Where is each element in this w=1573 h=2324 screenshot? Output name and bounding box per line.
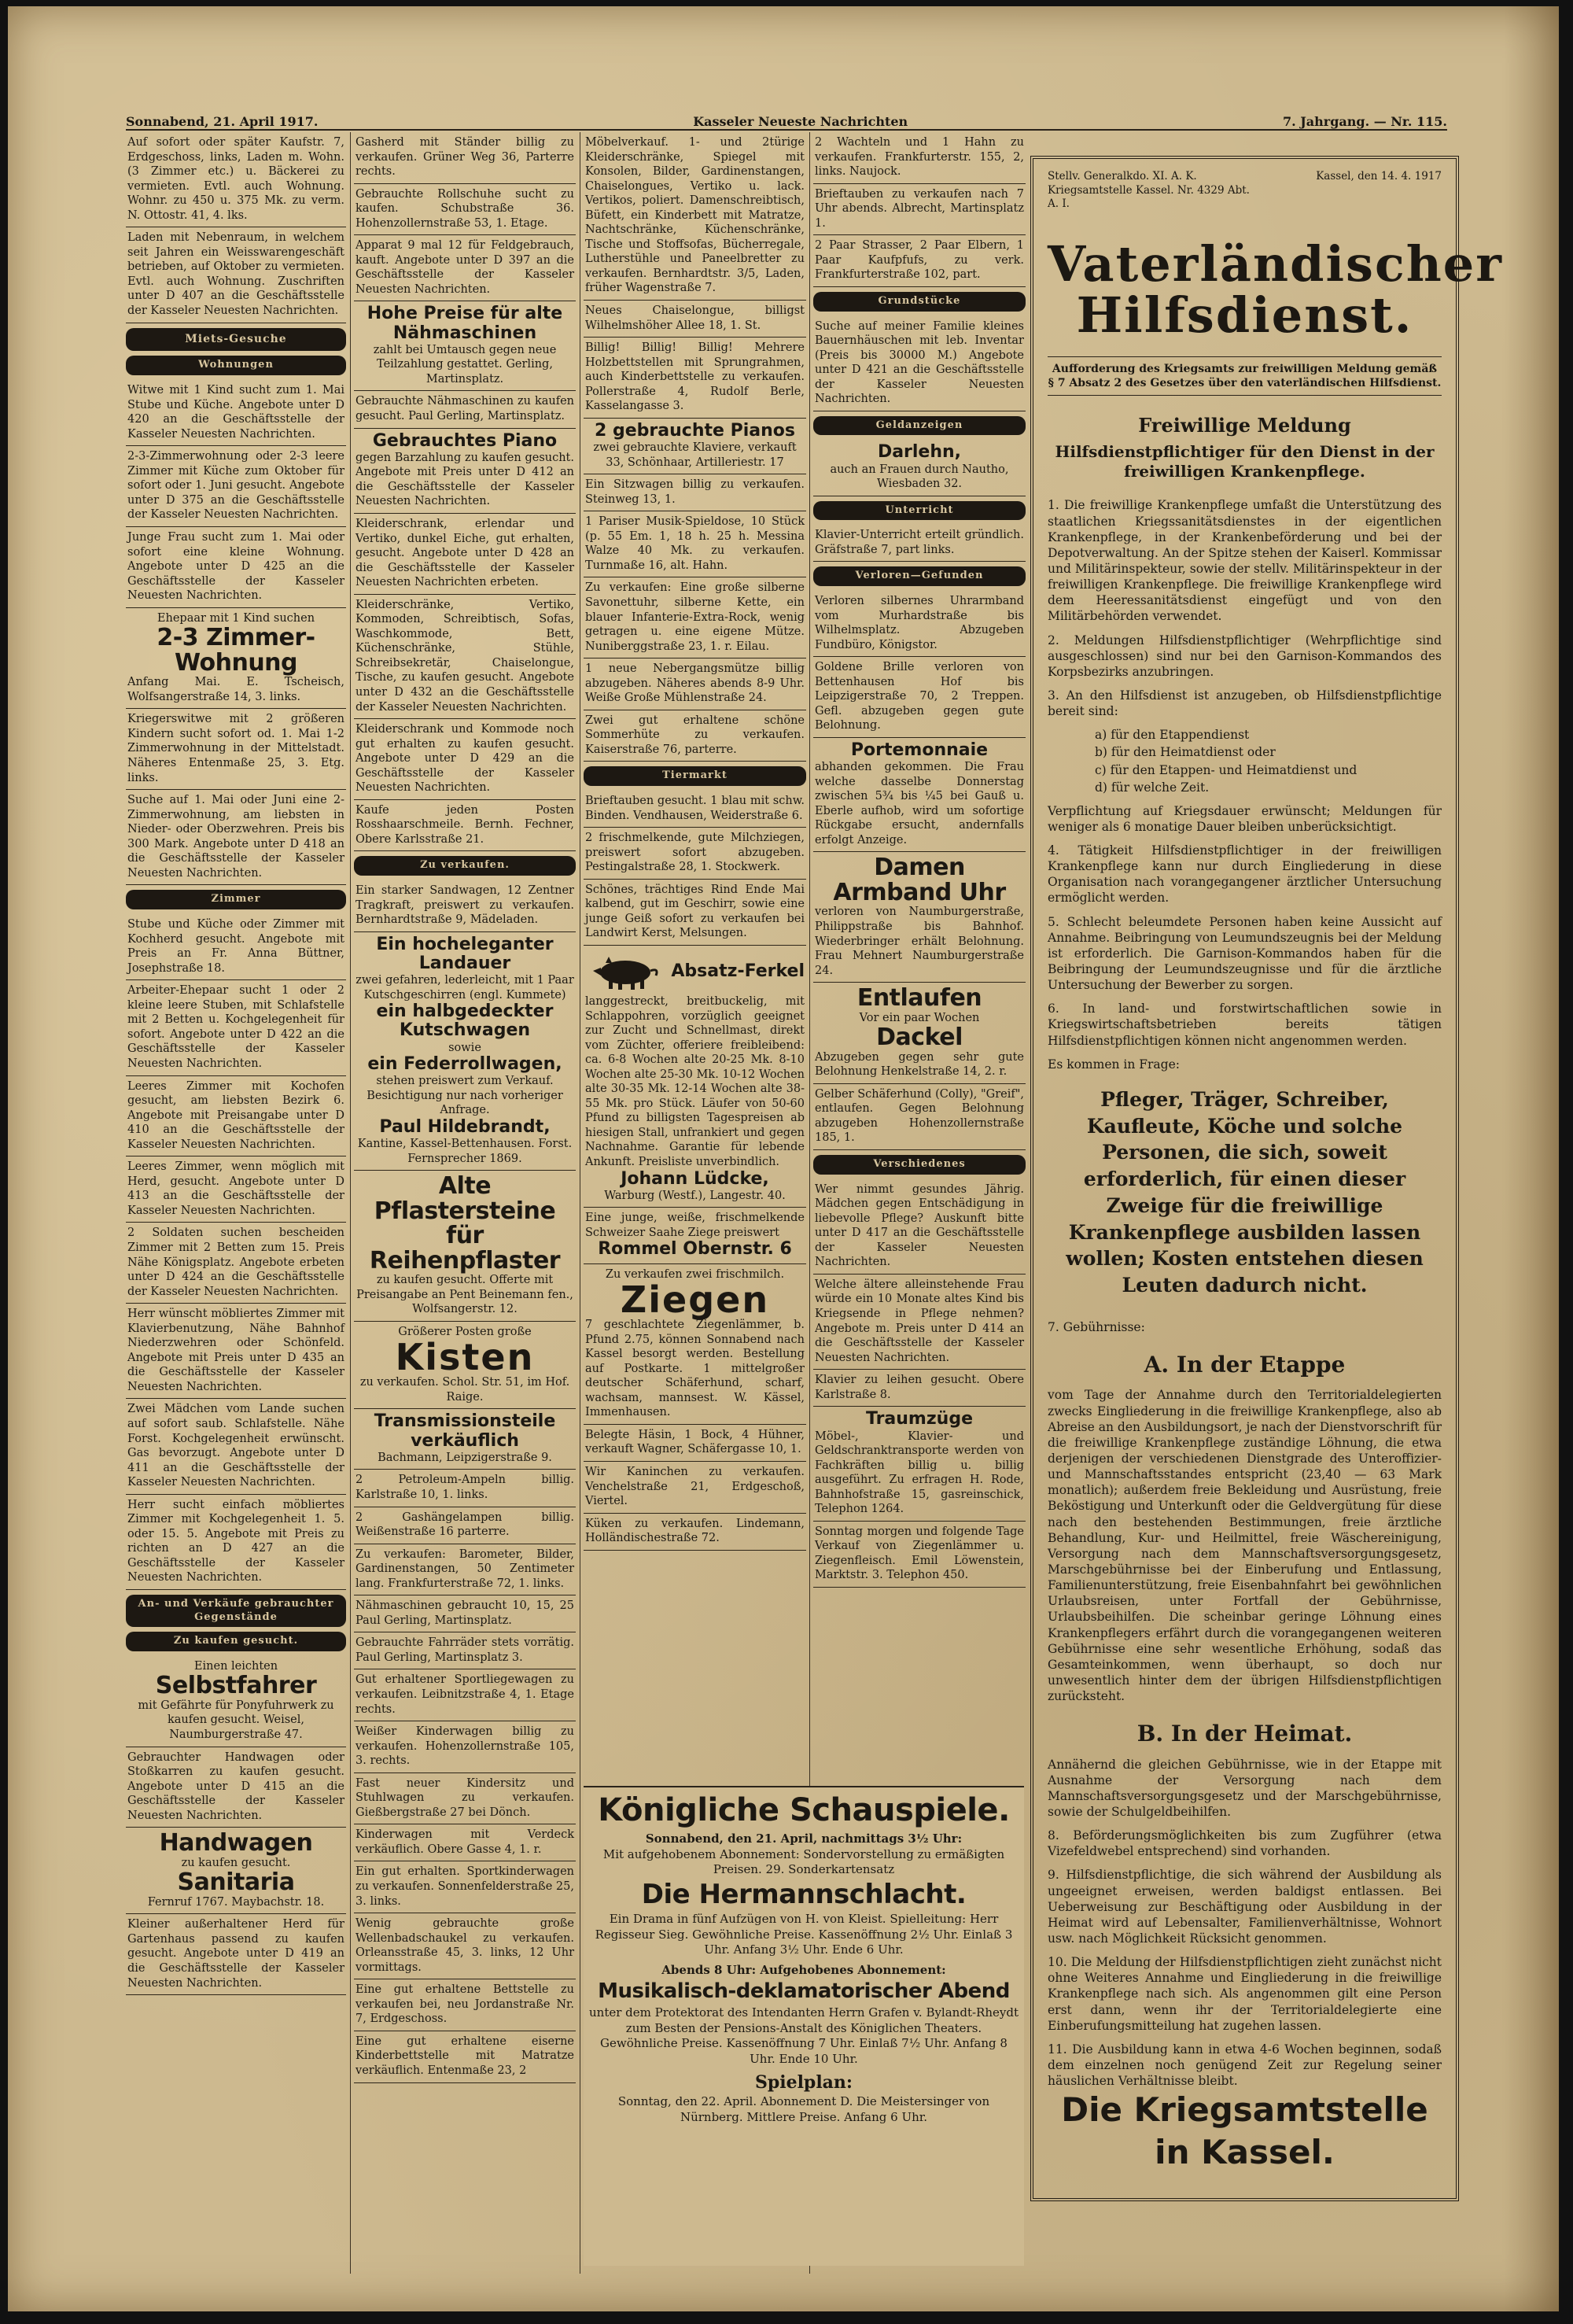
announcement-item: 10. Die Meldung der Hilfsdienstpflichtigen zieht zunächst nicht ohne Weiteres Annahme und Eingliederung in die freiwillige Krankenpflege nach sich. Als angenommen gilt eine Person erst dann, wenn ihr der Territorialdelegierte eine Einberufungsmitteilung hat zugehen lassen.	[1048, 1955, 1442, 2033]
classified-ad: Kaufe jeden Posten Rosshaarschmeile. Bernh. Fechner, Obere Karlsstraße 21.	[354, 800, 576, 852]
classified-ad: Darlehn, auch an Frauen durch Nautho, Wiesbaden 32.	[813, 440, 1026, 496]
classified-ad: Nähmaschinen gebraucht 10, 15, 25 Paul Gerling, Martinsplatz.	[354, 1595, 576, 1632]
classified-ad: Entlaufen Vor ein paar Wochen Dackel Abzugeben gegen sehr gute Belohnung Henkelstraße 14, 2. r.	[813, 983, 1026, 1084]
theater-line: Sonntag, den 22. April. Abonnement D. Die Meistersinger von Nürnberg. Mittlere Preise. Anfang 6 Uhr.	[617, 2094, 990, 2124]
ad-headline: 2-3 Zimmer-Wohnung	[157, 624, 315, 677]
section-header-unterricht: Unterricht	[813, 501, 1026, 521]
classified-ad: Gebrauchter Handwagen oder Stoßkarren zu kaufen gesucht. Angebote unter D 415 an die Geschäftsstelle der Kasseler Neuesten Nachrichten.	[126, 1747, 346, 1828]
announcement-subitem: a) für den Etappendienst	[1095, 728, 1250, 743]
ad-headline: Selbstfahrer	[155, 1672, 317, 1700]
classified-ad: Kinderwagen mit Verdeck verkäuflich. Obere Gasse 4, 1. r.	[354, 1824, 576, 1861]
classified-ad: Küken zu verkaufen. Lindemann, Holländischestraße 72.	[584, 1514, 806, 1551]
announcement-list	[1048, 497, 1442, 1072]
classified-ad: Klavier zu leihen gesucht. Obere Karlstraße 8.	[813, 1370, 1026, 1407]
classified-ad: 2-3-Zimmerwohnung oder 2-3 leere Zimmer mit Küche zum Oktober für sofort oder 1. Juni gesucht. Angebote unter D 375 an die Geschäftsstelle der Kasseler Neuesten Nachrichten.	[126, 446, 346, 527]
classified-ad: Eine gut erhaltene eiserne Kinderbettstelle mit Matratze verkäuflich. Entenmaße 23, 2	[354, 2031, 576, 2083]
announcement-item: Es kommen in Frage:	[1048, 1057, 1180, 1072]
classified-ad: Herr wünscht möbliertes Zimmer mit Klavierbenutzung, Nähe Bahnhof Niederzwehren oder Schönfeld. Angebote mit Preis unter D 435 an die Geschäftsstelle der Kasseler Neuesten Nachrichten.	[126, 1304, 346, 1399]
section-header-geldanzeigen: Geldanzeigen	[813, 416, 1026, 436]
section-header-zimmer: Zimmer	[126, 890, 346, 909]
announcement-subitem: b) für den Heimatdienst oder	[1095, 745, 1276, 760]
classified-ad: Ehepaar mit 1 Kind suchen 2-3 Zimmer-Wohnung Anfang Mai. E. Tscheisch, Wolfsangerstraße 14, 3. links.	[126, 608, 346, 710]
classified-ad: Stube und Küche oder Zimmer mit Kochherd gesucht. Angebote mit Preis an Fr. Anna Büttner, Josephstraße 18.	[126, 914, 346, 980]
announcement-heading-b: B. In der Heimat.	[1136, 1721, 1353, 1747]
classified-ad: Goldene Brille verloren von Bettenhausen Hof bis Leipzigerstraße 70, 2 Treppen. Gefl. abzugeben gegen gute Belohnung.	[813, 657, 1026, 738]
announcement-list-2	[1048, 1828, 1442, 2089]
classified-ad: Belegte Häsin, 1 Bock, 4 Hühner, verkauft Wagner, Schäfergasse 10, 1.	[584, 1425, 806, 1462]
classified-ad: Laden mit Nebenraum, in welchem seit Jahren ein Weisswarengeschäft betrieben, auf Oktober zu vermieten. Evtl. auch Wohnung. Zuschriften unter D 407 an die Geschäftsstelle der Kasseler Neuesten Nachrichten.	[126, 227, 346, 323]
announcement-text-a: vom Tage der Annahme durch den Territorialdelegierten zwecks Eingliederung in die freiwillige Krankenpflege, also ab Abreise an den Ausbildungsort, je nach der Dienstvorschrift für die freiwillige Krankenpflege zuständige Löhnung, die etwa derjenigen der verschiedenen Dienstgrade des Unteroffizier- und Mannschaftsstandes entspricht (23,40 — 63 Mark monatlich); außerdem freie Bekleidung und Ausrüstung, freie Beköstigung und Unterkunft oder die Geldvergütung für diese nach den bestehenden Bestimmungen, freie ärztliche Behandlung, Kur- und Heilmittel, freie Wäschereinigung, Versorgung nach dem Mannschaftsversorgungsgesetz, Marschgebührnisse bei der Einberufung und Entlassung, Familienunterstützung, freie Eisenbahnfahrt bei gewöhnlichen Urlaubsreisen, unter Fortfall der Gebührnisse, Urlaubsbeihilfen. Die scheinbar geringe Löhnung eines Krankenpflegers erfährt durch die vorangegangenen weiteren Gebührnisse eine sehr wesentliche Erhöhung, sodaß das Gesamteinkommen, wenn überhaupt, so doch nur unwesentlich hinter dem der übrigen Hilfsdienstpflichtigen zurücksteht.	[1048, 1388, 1442, 1704]
page-fold-shadow	[1504, 6, 1559, 2311]
announcement-text-b: Annähernd die gleichen Gebührnisse, wie in der Etappe mit Ausnahme der Versorgung nach dem Mannschaftsversorgungsgesetz und der Marschgebührnisse, sowie der Schulgeldbeihilfen.	[1048, 1757, 1442, 1820]
theater-title: Königliche Schauspiele.	[598, 1792, 1010, 1828]
theater-play: Die Hermannschlacht.	[641, 1878, 967, 1910]
classified-ad: Gut erhaltener Sportliegewagen zu verkaufen. Leibnitzstraße 4, 1. Etage rechts.	[354, 1669, 576, 1721]
classified-ad: Wer nimmt gesundes Jährig. Mädchen gegen Entschädigung in liebevolle Pflege? Auskunft bitte unter D 417 an die Geschäftsstelle der Kasseler Neuesten Nachrichten.	[813, 1179, 1026, 1275]
classified-ad: Weißer Kinderwagen billig zu verkaufen. Hohenzollernstraße 105, 3. rechts.	[354, 1721, 576, 1773]
classified-ad: Klavier-Unterricht erteilt gründlich. Gräfstraße 7, part links.	[813, 525, 1026, 562]
classified-ad: Gebrauchte Fahrräder stets vorrätig. Paul Gerling, Martinsplatz 3.	[354, 1632, 576, 1669]
classified-ad: 2 Wachteln und 1 Hahn zu verkaufen. Frankfurterstr. 155, 2, links. Naujock.	[813, 132, 1026, 184]
announcement-item: 7. Gebührnisse:	[1048, 1319, 1145, 1334]
section-header-zu-verkaufen: Zu verkaufen.	[354, 856, 576, 876]
classified-ad: Apparat 9 mal 12 für Feldgebrauch, kauft. Angebote unter D 397 an die Geschäftsstelle der Kasseler Neuesten Nachrichten.	[354, 235, 576, 301]
theater-evening: Abends 8 Uhr: Aufgehobenes Abonnement:	[661, 1962, 946, 1977]
classified-ad: Eine gut erhaltene Bettstelle zu verkaufen bei, neu Jordanstraße Nr. 7, Erdgeschoss.	[354, 1979, 576, 2031]
ad-firm: Johann Lüdcke,	[621, 1168, 769, 1189]
classified-ad: Wenig gebrauchte große Wellenbadschaukel zu verkaufen. Orleansstraße 45, 3. links, 12 Uhr vormittags.	[354, 1913, 576, 1979]
announcement-item: 9. Hilfsdienstpflichtige, die sich während der Ausbildung als ungeeignet erweisen, werden baldigst entlassen. Bei Ueberweisung zur Beschäftigung oder Ausbildung in der Heimat wird auf Lebensalter, Familienverhältnisse, Wohnort usw. nach Möglichkeit Rücksicht genommen.	[1048, 1868, 1442, 1946]
ad-headline: Ein hocheleganter Landauer	[376, 934, 554, 973]
theater-play2: Musikalisch-deklamatorischer Abend	[598, 1979, 1010, 2004]
ad-headline: Darlehn,	[877, 442, 962, 463]
section-header-tiermarkt: Tiermarkt	[584, 766, 806, 786]
classified-ad: Gasherd mit Ständer billig zu verkaufen. Grüner Weg 36, Parterre rechts.	[354, 132, 576, 184]
classified-ad: Gebrauchte Nähmaschinen zu kaufen gesucht. Paul Gerling, Martinsplatz.	[354, 391, 576, 428]
section-header-zu-kaufen: Zu kaufen gesucht.	[126, 1632, 346, 1651]
announcement-subitem: c) für den Etappen- und Heimatdienst und	[1095, 762, 1357, 777]
classified-ad: Transmissionsteile verkäuflich Bachmann, Leipzigerstraße 9.	[354, 1409, 576, 1470]
announcement-footer: Die Kriegsamtstelle in Kassel.	[1061, 2090, 1428, 2172]
classified-ad: 2 gebrauchte Pianos zwei gebrauchte Klaviere, verkauft 33, Schönhaar, Artilleriestr. 17	[584, 419, 806, 474]
classified-ad: Wir Kaninchen zu verkaufen. Venchelstraße 21, Erdgeschoß, Viertel.	[584, 1462, 806, 1514]
classified-ad: Auf sofort oder später Kaufstr. 7, Erdgeschoss, links, Laden m. Wohn. (3 Zimmer etc.) u. Bäckerei zu vermieten. Evtl. auch Wohnung. Wohnr. zu 450 u. 375 Mk. zu verm. N. Ottostr. 41, 4. lks.	[126, 132, 346, 227]
classified-ad: Portemonnaie abhanden gekommen. Die Frau welche dasselbe Donnerstag zwischen 5¾ bis ¼5 bei Gauß u. Eberle aufhob, wird um sofortige Rückgabe ersucht, andernfalls erfolgt Anzeige.	[813, 738, 1026, 852]
classified-ad: 2 Paar Strasser, 2 Paar Elbern, 1 Paar Kaufpfufs, zu verk. Frankfurterstraße 102, part.	[813, 235, 1026, 287]
ad-headline: Transmissionsteile verkäuflich	[374, 1411, 556, 1451]
classified-ad: 1 Pariser Musik-Spieldose, 10 Stück (p. 55 Em. 1, 18 h. 25 h. Messina Walze 40 Mk. zu verkaufen. Turnmaße 16, alt. Hahn.	[584, 511, 806, 577]
ad-headline: ein Federrollwagen,	[367, 1054, 562, 1075]
ad-headline: Gebrauchtes Piano	[372, 430, 558, 451]
classified-ad: Gebrauchte Rollschuhe sucht zu kaufen. Schubstraße 36. Hohenzollernstraße 53, 1. Etage.	[354, 184, 576, 236]
announcement-item: Verpflichtung auf Kriegsdauer erwünscht; Meldungen für weniger als 6 monatige Dauer bleiben unberücksichtigt.	[1048, 803, 1442, 834]
theater-line: unter dem Protektorat des Intendanten Herrn Grafen v. Bylandt-Rheydt zum Besten der Pensions-Anstalt des Königlichen Theaters. Gewöhnliche Preise. Kassenöffnung 7 Uhr. Einlaß 7½ Uhr. Anfang 8 Uhr. Ende 10 Uhr.	[589, 2005, 1019, 2066]
classified-ad: Damen Armband Uhr verloren von Naumburgerstraße, Philippstraße bis Bahnhof. Wiederbringer erhält Belohnung. Frau Mehnert Naumburgerstraße 24.	[813, 852, 1026, 983]
classified-ad: Witwe mit 1 Kind sucht zum 1. Mai Stube und Küche. Angebote unter D 420 an die Geschäftsstelle der Kasseler Neuesten Nachrichten.	[126, 380, 346, 446]
section-header-mietsgesuche: Miets-Gesuche	[126, 328, 346, 352]
classified-ad: Leeres Zimmer, wenn möglich mit Herd, gesucht. Angebote unter D 413 an die Geschäftsstelle der Kasseler Neuesten Nachrichten.	[126, 1156, 346, 1223]
ad-headline: Dackel	[876, 1024, 963, 1052]
classified-ad: Neues Chaiselongue, billigst Wilhelmshöher Allee 18, 1. St.	[584, 301, 806, 338]
classified-ad: Zu verkaufen: Eine große silberne Savonettuhr, silberne Kette, ein blauer Infanterie-Extra-Rock, wenig getragen u. eine eigene Mütze. Nuniberggstraße 23, 1. r. Eilau.	[584, 577, 806, 658]
classified-ad: Ein Sitzwagen billig zu verkaufen. Steinweg 13, 1.	[584, 474, 806, 511]
classified-ad: Ein gut erhalten. Sportkinderwagen zu verkaufen. Sonnenfelderstraße 25, 3. links.	[354, 1861, 576, 1913]
hilfsdienst-announcement	[1030, 156, 1503, 2201]
ad-firm: Paul Hildebrandt,	[379, 1116, 551, 1137]
classified-ad: Brieftauben gesucht. 1 blau mit schw. Binden. Vendhausen, Weiderstraße 6.	[584, 791, 806, 828]
classified-ad: Alte Pflastersteine für Reihenpflaster zu kaufen gesucht. Offerte mit Preisangabe an Pent Beinemann fen., Wolfsangerstr. 12.	[354, 1171, 576, 1322]
announcement-subtitle: Freiwillige Meldung	[1138, 414, 1351, 437]
announcement-date: Kassel, den 14. 4. 1917	[1316, 170, 1442, 183]
classified-ad: Suche auf meiner Familie kleines Bauernhäuschen mit leb. Inventar (Preis bis 30000 M.) Angebote unter D 421 an die Geschäftsstelle der Kasseler Neuesten Nachrichten.	[813, 316, 1026, 411]
section-header-wohnungen: Wohnungen	[126, 356, 346, 375]
classified-ad: Kleiderschränke, Vertiko, Kommoden, Schreibtisch, Sofas, Waschkommode, Bett, Küchenschränke, Stühle, Schreibsekretär, Chaiselongue, Tische, zu kaufen gesucht. Angebote unter D 432 an die Geschäftsstelle der Kasseler Neuesten Nachrichten.	[354, 595, 576, 719]
ad-headline: Alte Pflastersteine für Reihenpflaster	[369, 1172, 561, 1275]
announcement-item: 2. Meldungen Hilfsdienstpflichtiger (Wehrpflichtige sind ausgeschlossen) sind nur bei den Garnison-Kommandos des Korpsbezirks anzubringen.	[1048, 633, 1442, 679]
announcement-item: 1. Die freiwillige Krankenpflege umfaßt die Unterstützung des staatlichen Kriegssanitätsdienstes in der eigentlichen Krankenpflege, in der Krankenbeförderung und bei der Depotverwaltung. An der Spitze stehen der Kaiserl. Kommissar und Militärinspekteur, sowie der stellv. Militärinspekteur in der freiwilligen Krankenpflege. Die freiwillige Krankenpflege wird dem Heeressanitätsdienst eingefügt und von den Militärbehörden verwendet.	[1048, 498, 1442, 624]
ad-headline: Damen Armband Uhr	[833, 854, 1006, 906]
section-header-verloren-gefunden: Verloren—Gefunden	[813, 566, 1026, 586]
classified-ad: 2 Gashängelampen billig. Weißenstraße 16 parterre.	[354, 1507, 576, 1544]
classified-ad: Hohe Preise für alte Nähmaschinen zahlt bei Umtausch gegen neue Teilzahlung gestattet. Gerling, Martinsplatz.	[354, 301, 576, 391]
classified-ad: Ein starker Sandwagen, 12 Zentner Tragkraft, preiswert zu verkaufen. Bernhardtstraße 9, Mädeladen.	[354, 880, 576, 932]
classified-ad: Eine junge, weiße, frischmelkende Schweizer Saahe Ziege preiswert Rommel Obernstr. 6	[584, 1208, 806, 1263]
theater-date: Sonnabend, den 21. April, nachmittags 3½ Uhr:	[645, 1832, 963, 1846]
ad-headline: Rommel Obernstr. 6	[598, 1239, 792, 1260]
announcement-emphasis: Pfleger, Träger, Schreiber, Kaufleute, Köche und solche Personen, die sich, soweit erforderlich, für einen dieser Zweige für die freiwillige Krankenpflege ausbilden lassen wollen; Kosten entstehen diesen Leuten dadurch nicht.	[1066, 1087, 1424, 1297]
section-header-verschiedenes: Verschiedenes	[813, 1155, 1026, 1175]
ad-headline: Traumzüge	[865, 1409, 973, 1429]
announcement-item: 8. Beförderungsmöglichkeiten bis zum Zugführer (etwa Vizefeldwebel entsprechend) sind vorhanden.	[1048, 1828, 1442, 1859]
ad-headline: 2 gebrauchte Pianos	[595, 420, 795, 441]
classified-ad: Brieftauben zu verkaufen nach 7 Uhr abends. Albrecht, Martinsplatz 1.	[813, 184, 1026, 236]
theater-spielplan: Spielplan:	[754, 2072, 853, 2093]
classified-ad: Verloren silbernes Uhrarmband vom Murhardstraße bis Wilhelmsplatz. Abzugeben Fundbüro, Königstor.	[813, 591, 1026, 657]
classified-ad: Handwagen zu kaufen gesucht. Sanitaria Fernruf 1767. Maybachstr. 18.	[126, 1828, 346, 1914]
announcement-item: 11. Die Ausbildung kann in etwa 4-6 Wochen beginnen, sodaß dem einzelnen noch genügend Zeit zur Regelung seiner häuslichen Verhältnisse bleibt.	[1048, 2042, 1442, 2089]
classified-ad: 2 Petroleum-Ampeln billig. Karlstraße 10, 1. links.	[354, 1470, 576, 1507]
classified-ad: Junge Frau sucht zum 1. Mai oder sofort eine kleine Wohnung. Angebote unter D 425 an die Geschäftsstelle der Kasseler Neuesten Nachrichten.	[126, 527, 346, 608]
classified-ad: 2 Soldaten suchen bescheiden Zimmer mit 2 Betten zum 15. Preis Nähe Königsplatz. Angebote erbeten unter D 424 an die Geschäftsstelle der Kasseler Neuesten Nachrichten.	[126, 1223, 346, 1304]
ad-headline: Absatz-Ferkel	[671, 961, 805, 981]
classified-ad: Gelber Schäferhund (Colly), "Greif", entlaufen. Gegen Belohnung abzugeben Hohenzollernstraße 185, 1.	[813, 1084, 1026, 1150]
masthead-issue: 7. Jahrgang. — Nr. 115.	[1282, 114, 1447, 129]
announcement-heading-a: A. In der Etappe	[1144, 1352, 1346, 1378]
classified-ad: Leeres Zimmer mit Kochofen gesucht, am liebsten Bezirk 6. Angebote mit Preisangabe unter D 410 an die Geschäftsstelle der Kasseler Neuesten Nachrichten.	[126, 1076, 346, 1157]
classified-ad: Suche auf 1. Mai oder Juni eine 2-Zimmerwohnung, am liebsten in Nieder- oder Oberzwehren. Preis bis 300 Mark. Angebote unter D 418 an die Geschäftsstelle der Kasseler Neuesten Nachrichten.	[126, 790, 346, 885]
section-header-an-und-verkaeufe: An- und Verkäufe gebrauchter Gegenstände	[126, 1595, 346, 1627]
classified-ad: 2 frischmelkende, gute Milchziegen, preiswert sofort abzugeben. Pestingalstraße 28, 1. Stockwerk.	[584, 828, 806, 880]
classified-ad: Schönes, trächtiges Rind Ende Mai kalbend, gut im Geschirr, sowie eine junge Geiß sofort zu verkaufen bei Landwirt Kerst, Melsungen.	[584, 880, 806, 946]
classified-ad: Gebrauchtes Piano gegen Barzahlung zu kaufen gesucht. Angebote mit Preis unter D 412 an die Geschäftsstelle der Kasseler Neuesten Nachrichten.	[354, 429, 576, 514]
classified-ad: Kriegerswitwe mit 2 größeren Kindern sucht sofort od. 1. Mai 1-2 Zimmerwohnung in der Mittelstadt. Näheres Entenmaße 25, 3. Etg. links.	[126, 709, 346, 790]
announcement-item: 3. An den Hilfsdienst ist anzugeben, ob Hilfsdienstpflichtige bereit sind:	[1048, 688, 1442, 719]
ad-headline: Handwagen	[159, 1829, 313, 1857]
section-header-grundstuecke: Grundstücke	[813, 292, 1026, 312]
column-1	[126, 132, 346, 2274]
announcement-subitem: d) für welche Zeit.	[1095, 780, 1210, 795]
classified-ad: Zwei Mädchen vom Lande suchen auf sofort saub. Schlafstelle. Nähe Forst. Kochgelegenheit erwünscht. Gas bevorzugt. Angebote unter D 411 an die Geschäftsstelle der Kasseler Neuesten Nachrichten.	[126, 1399, 346, 1494]
classified-ad: Welche ältere alleinstehende Frau würde ein 10 Monate altes Kind bis Kriegsende in Pflege nehmen? Angebote m. Preis unter D 414 an die Geschäftsstelle der Kasseler Neuesten Nachrichten.	[813, 1275, 1026, 1370]
classified-ad: Einen leichten Selbstfahrer mit Gefährte für Ponyfuhrwerk zu kaufen gesucht. Weisel, Naumburgerstraße 47.	[126, 1656, 346, 1747]
ad-headline: Portemonnaie	[850, 740, 989, 760]
classified-ad: Billig! Billig! Billig! Mehrere Holzbettstellen mit Sprungrahmen, auch Kinderbettstelle zu verkaufen. Pollerstraße 4, Rudolf Berle, Kasselangasse 3.	[584, 338, 806, 419]
announcement-authority: Stellv. Generalkdo. XI. A. K. Kriegsamtstelle Kassel. Nr. 4329 Abt. A. I.	[1048, 170, 1250, 211]
announcement-title: Vaterländischer Hilfsdienst.	[1048, 234, 1503, 344]
ad-headline: ein halbgedeckter Kutschwagen	[376, 1002, 554, 1041]
masthead-paper: Kasseler Neueste Nachrichten	[693, 114, 908, 129]
newspaper-page	[8, 6, 1559, 2311]
column-2	[354, 132, 576, 2274]
classified-ad: Arbeiter-Ehepaar sucht 1 oder 2 kleine leere Stuben, mit Schlafstelle mit 2 Betten u. Kochgelegenheit für sofort. Angebote unter D 422 an die Geschäftsstelle der Kasseler Neuesten Nachrichten.	[126, 980, 346, 1075]
classified-ad: Kleiner außerhaltener Herd für Gartenhaus passend zu kaufen gesucht. Angebote unter D 419 an die Geschäftsstelle der Kasseler Neuesten Nachrichten.	[126, 1914, 346, 1995]
column-rule	[350, 132, 351, 2274]
announcement-header	[1048, 170, 1442, 212]
theater-announcement	[584, 1786, 1024, 2266]
classified-ad: Größerer Posten große Kisten zu verkaufen. Schol. Str. 51, im Hof. Raige.	[354, 1322, 576, 1410]
ad-headline: Ziegen	[620, 1278, 770, 1322]
announcement-item: 5. Schlecht beleumdete Personen haben keine Aussicht auf Annahme. Beibringung von Leumundszeugnis bei der Meldung ist erforderlich. Die Garnison-Kommandos haben für die Beibringung der Leumundszeugnisse und für die ärztliche Untersuchung der Bewerber zu sorgen.	[1048, 914, 1442, 993]
classified-ad: Zu verkaufen: Barometer, Bilder, Gardinenstangen, 50 Zentimeter lang. Frankfurterstraße 72, 1. links.	[354, 1544, 576, 1596]
theater-line: Mit aufgehobenem Abonnement: Sondervorstellung zu ermäßigten Preisen. 29. Sonderkartensatz	[602, 1846, 1005, 1876]
masthead-date: Sonnabend, 21. April 1917.	[126, 114, 319, 129]
masthead	[126, 107, 1447, 131]
classified-ad: Fast neuer Kindersitz und Stuhlwagen zu verkaufen. Gießbergstraße 27 bei Dönch.	[354, 1773, 576, 1825]
announcement-item: 4. Tätigkeit Hilfsdienstpflichtiger in der freiwilligen Krankenpflege kann nur durch Eingliederung in diese Organisation nach vorangegangener ärztlicher Untersuchung ermöglicht werden.	[1048, 843, 1442, 906]
ad-headline: Kisten	[395, 1336, 535, 1379]
ad-headline: Hohe Preise für alte Nähmaschinen	[367, 304, 563, 343]
column-4	[813, 132, 1026, 1769]
classified-ad: Kleiderschrank, erlendar und Vertiko, dunkel Eiche, gut erhalten, gesucht. Angebote unter D 428 an die Geschäftsstelle der Kasseler Neuesten Nachrichten erbeten.	[354, 514, 576, 595]
classified-ad: Zu verkaufen zwei frischmilch. Ziegen 7 geschlachtete Ziegenlämmer, b. Pfund 2.75, können Sonnabend nach Kassel besorgt werden. Bestellung auf Postkarte. 1 mittelgroßer deutscher Schäferhund, scharf, wachsam, mannsest. W. Kässel, Immenhausen.	[584, 1264, 806, 1425]
theater-line: Ein Drama in fünf Aufzügen von H. von Kleist. Spielleitung: Herr Regisseur Sieg. Gewöhnliche Preise. Kassenöffnung 2½ Uhr. Einlaß 3 Uhr. Anfang 3½ Uhr. Ende 6 Uhr.	[595, 1912, 1013, 1957]
ad-headline: Sanitaria	[177, 1868, 295, 1897]
classified-ad: Zwei gut erhaltene schöne Sommerhüte zu verkaufen. Kaiserstraße 76, parterre.	[584, 710, 806, 762]
classified-ad: Sonntag morgen und folgende Tage Verkauf von Ziegenlämmer u. Ziegenfleisch. Emil Löwenstein, Marktstr. 3. Telephon 450.	[813, 1522, 1026, 1588]
classified-ad: Ein hocheleganter Landauer zwei gefahren, lederleicht, mit 1 Paar Kutschgeschirren (engl. Kummete) ein halbgedeckter Kutschwagen sowie ein Federrollwagen, stehen preiswert zum Verkauf. Besichtigung nur nach vorheriger Anfrage. Paul Hildebrandt, Kantine, Kassel-Bettenhausen. Forst. Fernsprecher 1869.	[354, 932, 576, 1171]
boar-illustration	[590, 952, 661, 991]
announcement-intro: Aufforderung des Kriegsamts zur freiwilligen Meldung gemäß § 7 Absatz 2 des Gesetzes über den vaterländischen Hilfsdienst.	[1048, 356, 1442, 396]
classified-ad: Kleiderschrank und Kommode noch gut erhalten zu kaufen gesucht. Angebote unter D 429 an die Geschäftsstelle der Kasseler Neuesten Nachrichten.	[354, 719, 576, 800]
classified-ad: Möbelverkauf. 1- und 2türige Kleiderschränke, Spiegel mit Konsolen, Bilder, Gardinenstangen, Chaiselongues, Vertiko u. lack. Vertikos, poliert. Damenschreibtisch, Büfett, ein Kinderbett mit Matratze, Nachtschränke, Küchenschränke, Tische und Stoffsofas, Bücherregale, Lutherstühle und Paneelbretter zu verkaufen. Bernhardtstr. 3/5, Laden, früher Wagenstraße 7.	[584, 132, 806, 301]
classified-ad: Herr sucht einfach möbliertes Zimmer mit Kochgelegenheit 1. 5. oder 15. 5. Angebote mit Preis zu richten an D 427 an die Geschäftsstelle der Kasseler Neuesten Nachrichten.	[126, 1495, 346, 1590]
classified-ad: Traumzüge Möbel-, Klavier- und Geldschranktransporte werden von Fachkräften billig u. billig ausgeführt. Zu erfragen H. Rode, Bahnhofstraße 15, gasreinschick, Telephon 1264.	[813, 1407, 1026, 1521]
classified-ad: Absatz-Ferkel langgestreckt, breitbuckelig, mit Schlappohren, vorzüglich geeignet zur Zucht und Schnellmast, direkt vom Züchter, offeriere freibleibend: ca. 6-8 Wochen alte 20-25 Mk. 8-10 Wochen alte 25-30 Mk. 10-12 Wochen alte 30-35 Mk. 12-14 Wochen alte 38-55 Mk. pro Stück. Läufer von 50-60 Pfund zu billigsten Tagespreisen ab hiesigen Stall, unfrankiert und gegen Nachnahme. Garantie für lebende Ankunft. Preisliste unverbindlich. Johann Lüdcke, Warburg (Westf.), Langestr. 40.	[584, 946, 806, 1208]
ad-headline: Entlaufen	[856, 984, 982, 1013]
announcement-subtitle-2: Hilfsdienstpflichtiger für den Dienst in der freiwilligen Krankenpflege.	[1055, 442, 1435, 481]
announcement-item: 6. In land- und forstwirtschaftlichen sowie in Kriegswirtschaftsbetrieben bereits tätigen Hilfsdienstpflichtigen können nicht angenommen werden.	[1048, 1002, 1442, 1048]
classified-ad: 1 neue Nebergangsmütze billig abzugeben. Näheres abends 8-9 Uhr. Weiße Große Mühlenstraße 24.	[584, 658, 806, 710]
